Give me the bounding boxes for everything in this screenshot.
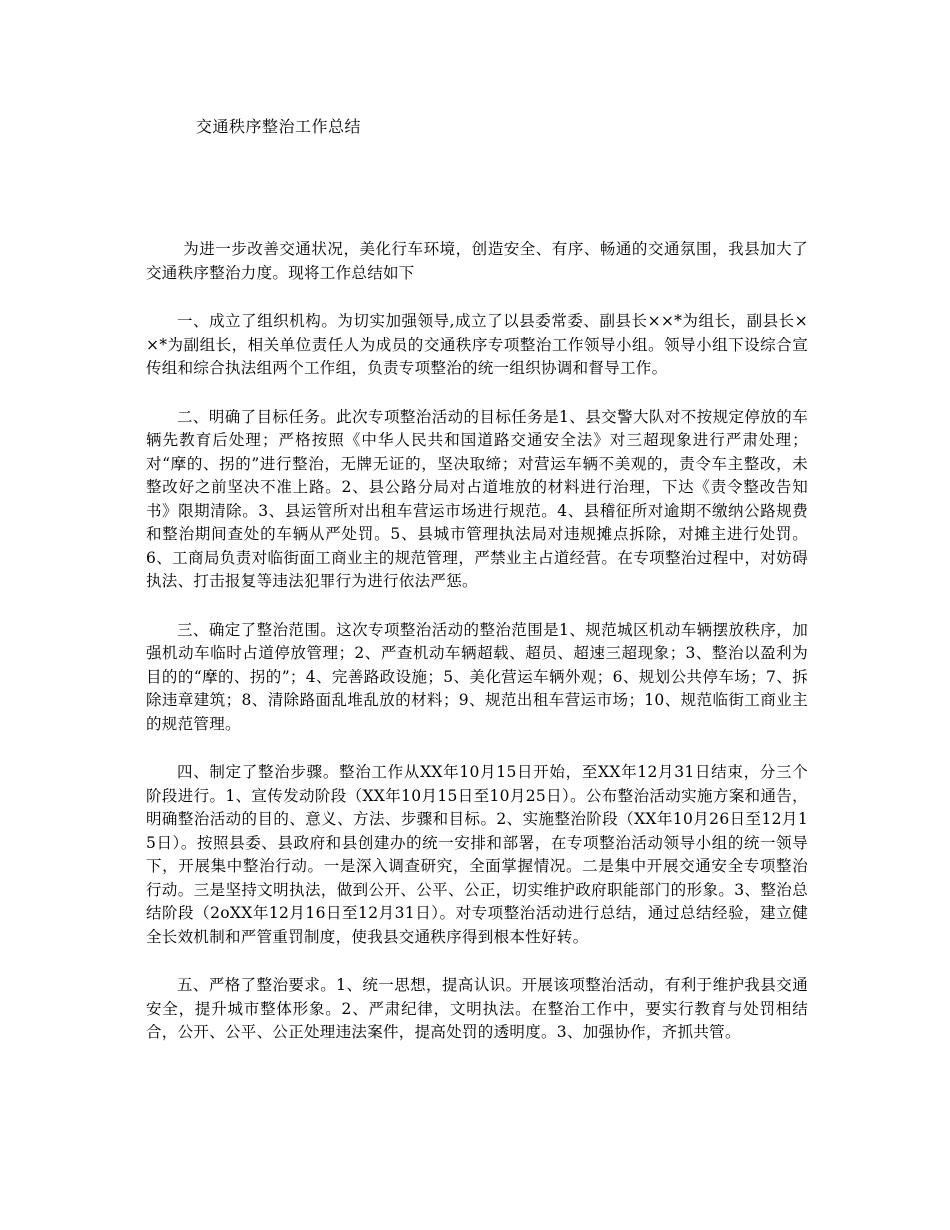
section-scope-paragraph: 三、确定了整治范围。这次专项整治活动的整治范围是1、规范城区机动车辆摆放秩序，加强机动车临时占道停放管理；2、严查机动车辆超载、超员、超速三超现象；3、整治以盈利为目的的“摩的、拐的”；4、完善路政设施；5、美化营运车辆外观；6、规划公共停车场；7、拆除违章建筑；8、清除路面乱堆乱放的材料；9、规范出租车营运市场；10、规范临街工商业主的规范管理。 <box>146 620 808 733</box>
section-organization-paragraph: 一、成立了组织机构。为切实加强领导,成立了以县委常委、副县长××*为组长，副县长××*为副组长，相关单位责任人为成员的交通秩序专项整治工作领导小组。领导小组下设综合宣传组和综合执法组两个工作组，负责专项整治的统一组织协调和督导工作。 <box>146 312 808 377</box>
section-tasks-paragraph: 二、明确了目标任务。此次专项整治活动的目标任务是1、县交警大队对不按规定停放的车辆先教育后处理；严格按照《中华人民共和国道路交通安全法》对三超现象进行严肃处理；对“摩的、拐的”进行整治，无牌无证的，坚决取缔；对营运车辆不美观的，责令车主整改，未整改好之前坚决不准上路。2、县公路分局对占道堆放的材料进行治理，下达《责令整改告知书》限期清除。3、县运管所对出租车营运市场进行规范。4、县稽征所对逾期不缴纳公路规费和整治期间查处的车辆从严处罚。5、县城市管理执法局对违规摊点拆除，对摊主进行处罚。6、工商局负责对临街面工商业主的规范管理，严禁业主占道经营。在专项整治过程中，对妨碍执法、打击报复等违法犯罪行为进行依法严惩。 <box>146 407 808 590</box>
section-steps-paragraph: 四、制定了整治步骤。整治工作从XX年10月15日开始，至XX年12月31日结束，分三个阶段进行。1、宣传发动阶段（XX年10月15日至10月25日）。公布整治活动实施方案和通告，明确整治活动的目的、意义、方法、步骤和目标。2、实施整治阶段（XX年10月26日至12月15日）。按照县委、县政府和县创建办的统一安排和部署，在专项整治活动领导小组的统一领导下，开展集中整治行动。一是深入调查研究，全面掌握情况。二是集中开展交通安全专项整治行动。三是坚持文明执法，做到公开、公平、公正，切实维护政府职能部门的形象。3、整治总结阶段（2oXX年12月16日至12月31日）。对专项整治活动进行总结，通过总结经验，建立健全长效机制和严管重罚制度，使我县交通秩序得到根本性好转。 <box>146 763 808 946</box>
section-requirements-paragraph: 五、严格了整治要求。1、统一思想，提高认识。开展该项整治活动，有利于维护我县交通安全，提升城市整体形象。2、严肃纪律，文明执法。在整治工作中，要实行教育与处罚相结合，公开、公平、公正处理违法案件，提高处罚的透明度。3、加强协作，齐抓共管。 <box>146 976 808 1041</box>
document-title: 交通秩序整治工作总结 <box>196 117 362 136</box>
intro-paragraph: 为进一步改善交通状况，美化行车环境，创造安全、有序、畅通的交通氛围，我县加大了交通秩序整治力度。现将工作总结如下 <box>146 240 808 282</box>
document-body <box>146 238 808 1070</box>
